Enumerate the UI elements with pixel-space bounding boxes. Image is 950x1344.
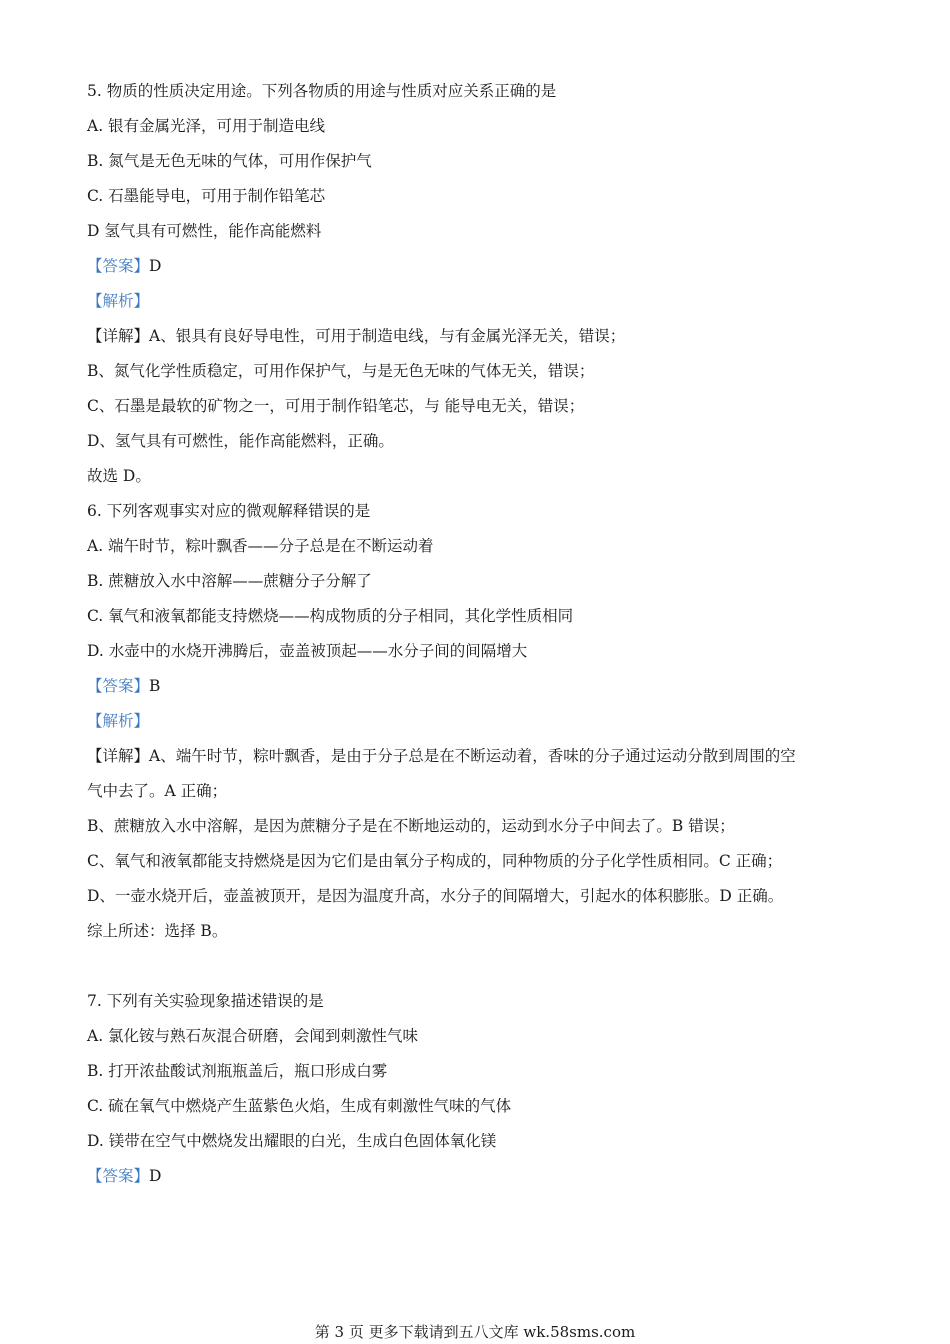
q5-answer-line [87,249,867,284]
section-spacer [87,949,867,984]
q6-conclusion: 综上所述：选择 B。 [87,922,228,940]
document-body [87,74,867,1194]
analysis-tag: 【解析】 [87,712,150,730]
q6-stem: 6. 下列客观事实对应的微观解释错误的是 [87,502,371,520]
q5-stem: 5. 物质的性质决定用途。下列各物质的用途与性质对应关系正确的是 [87,82,557,100]
q6-option-c: C. 氧气和液氧都能支持燃烧——构成物质的分子相同，其化学性质相同 [87,607,574,625]
q6-detail-a [87,739,867,774]
q6-detail-b: B、蔗糖放入水中溶解，是因为蔗糖分子是在不断地运动的，运动到水分子中间去了。B 错误； [87,817,735,835]
analysis-tag: 【解析】 [87,292,150,310]
q6-analysis-line [87,704,867,739]
q5-option-a: A. 银有金属光泽，可用于制造电线 [87,117,326,135]
q7-option-d: D. 镁带在空气中燃烧发出耀眼的白光，生成白色固体氧化镁 [87,1132,497,1150]
answer-tag: 【答案】 [87,257,150,275]
q5-detail-text-a: A、银具有良好导电性，可用于制造电线，与有金属光泽无关，错误； [149,327,626,345]
q6-detail-d: D、一壶水烧开后，壶盖被顶开，是因为温度升高，水分子的间隔增大，引起水的体积膨胀。D 正确。 [87,887,784,905]
q5-detail-c: C、石墨是最软的矿物之一，可用于制作铅笔芯，与 能导电无关，错误； [87,397,585,415]
detail-tag: 【详解】 [87,747,150,765]
q5-option-b: B. 氮气是无色无味的气体，可用作保护气 [87,152,372,170]
q6-detail-text-a: A、端午时节，粽叶飘香，是由于分子总是在不断运动着，香味的分子通过运动分散到周围的空 [149,747,796,765]
q7-option-c: C. 硫在氧气中燃烧产生蓝紫色火焰，生成有刺激性气味的气体 [87,1097,512,1115]
q6-answer-line [87,669,867,704]
page-footer: 第 3 页 更多下载请到五八文库 wk.58sms.com [314,1323,636,1341]
q6-detail-a-cont: 气中去了。A 正确； [87,782,228,800]
q5-detail-b: B、氮气化学性质稳定，可用作保护气，与是无色无味的气体无关，错误； [87,362,595,380]
q5-option-d: D 氢气具有可燃性，能作高能燃料 [87,222,322,240]
q5-analysis-line [87,284,867,319]
q5-conclusion: 故选 D。 [87,467,151,485]
q7-option-b: B. 打开浓盐酸试剂瓶瓶盖后，瓶口形成白雾 [87,1062,388,1080]
answer-tag: 【答案】 [87,1167,150,1185]
q5-option-c: C. 石墨能导电，可用于制作铅笔芯 [87,187,326,205]
q5-detail-d: D、氢气具有可燃性，能作高能燃料，正确。 [87,432,394,450]
q5-detail-a [87,319,867,354]
q6-answer: B [149,677,161,695]
detail-tag: 【详解】 [87,327,150,345]
q7-answer-line [87,1159,867,1194]
answer-tag: 【答案】 [87,677,150,695]
q6-option-a: A. 端午时节，粽叶飘香——分子总是在不断运动着 [87,537,434,555]
q6-option-b: B. 蔗糖放入水中溶解——蔗糖分子分解了 [87,572,372,590]
q7-option-a: A. 氯化铵与熟石灰混合研磨，会闻到刺激性气味 [87,1027,419,1045]
q7-stem: 7. 下列有关实验现象描述错误的是 [87,992,324,1010]
q5-answer: D [149,257,162,275]
q6-detail-c: C、氧气和液氧都能支持燃烧是因为它们是由氧分子构成的，同种物质的分子化学性质相同。C 正确； [87,852,783,870]
q7-answer: D [149,1167,162,1185]
q6-option-d: D. 水壶中的水烧开沸腾后，壶盖被顶起——水分子间的间隔增大 [87,642,528,660]
